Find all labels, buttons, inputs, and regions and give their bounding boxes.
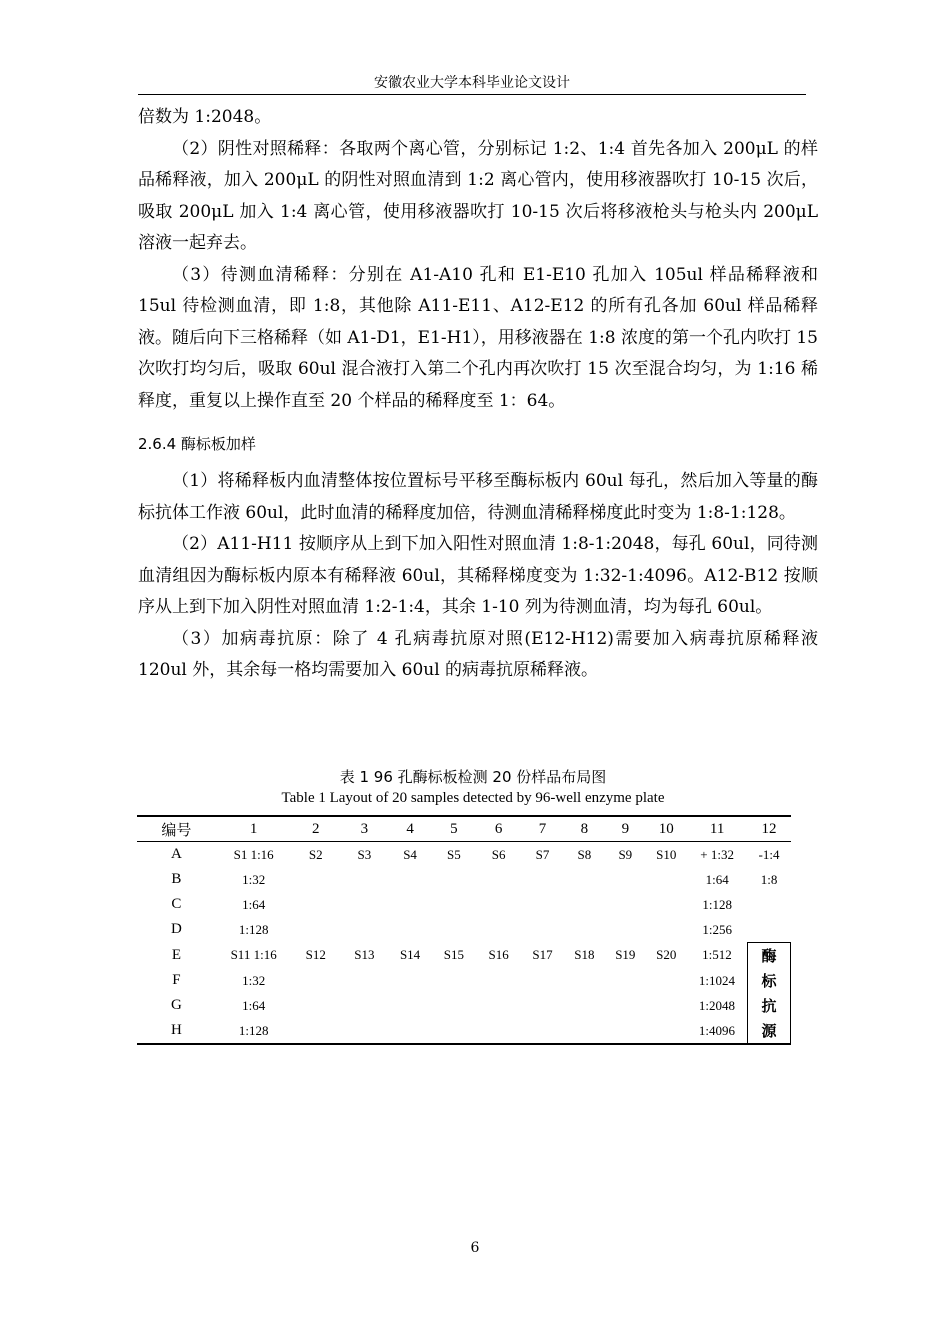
body-block-2	[138, 466, 818, 687]
table-cell: 1:64	[242, 896, 266, 912]
table-cell	[432, 917, 477, 943]
table-cell: 源	[748, 1018, 791, 1044]
table-cell	[291, 917, 340, 943]
table-cell: 1:8	[760, 871, 778, 887]
plate-layout-table	[137, 815, 791, 1045]
table-cell	[476, 867, 521, 892]
table-cell: -1:4	[758, 846, 780, 862]
table-cell	[564, 993, 605, 1018]
table-cell	[521, 1018, 564, 1044]
table-cell: 1:128	[216, 1018, 292, 1044]
row-label-cell: D	[170, 921, 182, 938]
table-cell	[432, 968, 477, 993]
table-cell	[340, 917, 389, 943]
table-cell	[476, 917, 521, 943]
paragraph-continuation: 倍数为 1:2048。	[138, 107, 272, 127]
table-cell: 1:64	[242, 997, 266, 1013]
table-cell	[291, 867, 340, 892]
table-cell: 1:256	[702, 921, 732, 937]
table-body	[137, 842, 791, 1045]
table-cell	[432, 892, 477, 917]
header-cell: 4	[389, 816, 432, 842]
header-cell: 8	[564, 816, 605, 842]
table-cell: 1:4096	[687, 1018, 748, 1044]
table-cell	[389, 1018, 432, 1044]
table-cell	[291, 993, 340, 1018]
table-cell	[521, 917, 564, 943]
table-cell	[291, 1018, 340, 1044]
header-cell: 7	[521, 816, 564, 842]
table-cell: 标	[748, 968, 791, 993]
table-cell: S5	[447, 846, 461, 862]
table-cell: 1:32	[242, 871, 266, 887]
table-cell: S6	[491, 846, 506, 862]
table-cell: S4	[403, 846, 417, 862]
header-cell: 编号	[137, 816, 216, 842]
table-cell	[646, 968, 687, 993]
table-cell	[605, 892, 646, 917]
table-cell	[389, 867, 432, 892]
table-cell: S11 1:16	[230, 947, 277, 963]
header-cell: 10	[646, 816, 687, 842]
table-cell	[340, 1018, 389, 1044]
table-cell: S20	[656, 947, 677, 963]
header-rule	[138, 94, 806, 95]
table-cell: S15	[443, 947, 464, 963]
paragraph-test-serum: （3）待测血清稀释：分别在 A1-A10 孔和 E1-E10 孔加入 105ul 样品稀释液和 15ul 待检测血清，即 1:8，其他除 A11-E11、A12-E12 的所有孔各加 60ul 样品稀释液。随后向下三格稀释（如 A1-D1，E1-H1），用移液器在 1:8 浓度的第一个孔内吹打 15 次吹打均匀后，吸取 60ul 混合液打入第二个孔内再次吹打 15 次至混合均匀，为 1:16 稀释度，重复以上操作直至 20 个样品的稀释度至 1：64。	[138, 264, 818, 411]
table-cell	[432, 867, 477, 892]
page-number: 6	[470, 1240, 480, 1256]
table-cell: + 1:32	[700, 846, 734, 862]
table-cell	[521, 993, 564, 1018]
table-cell	[605, 993, 646, 1018]
table-cell	[564, 892, 605, 917]
table-cell	[291, 968, 340, 993]
table-cell	[564, 867, 605, 892]
table-cell: S9	[618, 846, 633, 862]
table-cell: S13	[354, 947, 375, 963]
table-cell: 1:32	[242, 972, 266, 988]
row-label-cell: G	[170, 997, 182, 1013]
table-cell	[432, 1018, 477, 1044]
table-cell	[340, 892, 389, 917]
table-cell: S8	[577, 846, 592, 862]
table-row	[137, 842, 791, 868]
row-label-cell: E	[171, 946, 181, 963]
table-cell: 1:512	[702, 947, 732, 963]
table-cell	[646, 892, 687, 917]
table-cell: S1 1:16	[233, 846, 274, 862]
table-cell: S10	[656, 846, 677, 862]
table-cell: 酶	[748, 943, 791, 969]
table-caption-en: Table 1 Layout of 20 samples detected by 96-well enzyme plate	[281, 790, 665, 806]
table-cell: S14	[399, 947, 421, 963]
header-cell: 11	[687, 816, 748, 842]
table-cell	[564, 1018, 605, 1044]
table-cell	[646, 993, 687, 1018]
table-cell	[340, 968, 389, 993]
table-cell	[476, 993, 521, 1018]
table-cell: S7	[535, 846, 550, 862]
table-cell	[605, 867, 646, 892]
table-cell	[605, 1018, 646, 1044]
table-cell	[432, 993, 477, 1018]
table-cell	[646, 1018, 687, 1044]
table-cell: 1:128	[702, 896, 732, 912]
body-block-1	[138, 102, 818, 417]
table-cell: 1:1024	[698, 972, 735, 988]
header-cell: 6	[476, 816, 521, 842]
table-cell	[476, 1018, 521, 1044]
table-cell: S12	[305, 947, 326, 963]
table-cell	[605, 968, 646, 993]
paragraph-antigen: （3）加病毒抗原：除了 4 孔病毒抗原对照(E12-H12)需要加入病毒抗原稀释液 120ul 外，其余每一格均需要加入 60ul 的病毒抗原稀释液。	[138, 628, 818, 680]
table-cell	[389, 993, 432, 1018]
header-cell: 9	[605, 816, 646, 842]
header-cell: 2	[291, 816, 340, 842]
table-cell: S16	[488, 947, 509, 963]
table-row	[137, 917, 791, 943]
table-cell: 1:2048	[698, 997, 735, 1013]
table-cell	[389, 968, 432, 993]
table-cell: S18	[574, 947, 595, 963]
table-cell	[291, 892, 340, 917]
table-cell: S19	[615, 947, 636, 963]
running-header: 安徽农业大学本科毕业论文设计	[374, 75, 570, 91]
table-cell	[389, 892, 432, 917]
paragraph-negative-control: （2）阴性对照稀释：各取两个离心管，分别标记 1:2、1:4 首先各加入 200μL 的样品稀释液，加入 200μL 的阴性对照血清到 1:2 离心管内，使用移液器吹打 10-15 次后，吸取 200μL 加入 1:4 离心管，使用移液器吹打 10-15 次后将移液枪头与枪头内 200μL 溶液一起弃去。	[138, 138, 818, 253]
table-row	[137, 867, 791, 892]
table-row	[137, 993, 791, 1018]
table-cell	[605, 917, 646, 943]
row-label-cell: B	[171, 871, 182, 887]
table-cell	[340, 867, 389, 892]
table-cell	[646, 917, 687, 943]
table-cell: S17	[532, 947, 553, 963]
table-cell: S3	[357, 846, 372, 862]
table-cell	[646, 867, 687, 892]
table-cell: 1:64	[705, 871, 729, 887]
header-cell: 1	[216, 816, 292, 842]
header-cell: 3	[340, 816, 389, 842]
paragraph-transfer: （1）将稀释板内血清整体按位置标号平移至酶标板内 60ul 每孔，然后加入等量的酶标抗体工作液 60ul，此时血清的稀释度加倍，待测血清稀释梯度此时变为 1:8-1:128。	[138, 471, 818, 523]
table-cell	[476, 892, 521, 917]
paragraph-positive-control: （2）A11-H11 按顺序从上到下加入阳性对照血清 1:8-1:2048，每孔 60ul，同待测血清组因为酶标板内原本有稀释液 60ul，其稀释梯度变为 1:32-1:4096。A12-B12 按顺序从上到下加入阴性对照血清 1:2-1:4，其余 1-10 列为待测血清，均为每孔 60ul。	[138, 534, 818, 617]
table-row	[137, 968, 791, 993]
table-cell	[748, 892, 791, 917]
table-cell	[564, 917, 605, 943]
table-row	[137, 943, 791, 969]
row-label-cell: H	[137, 1018, 216, 1044]
header-cell: 12	[748, 816, 791, 842]
table-cell	[521, 892, 564, 917]
header-cell: 5	[432, 816, 477, 842]
table-cell	[521, 867, 564, 892]
table-caption-zh: 表 1 96 孔酶标板检测 20 份样品布局图	[339, 768, 607, 786]
table-row	[137, 1018, 791, 1044]
table-cell: 抗	[748, 993, 791, 1018]
table-cell	[476, 968, 521, 993]
table-cell	[564, 968, 605, 993]
table-header-row	[137, 816, 791, 842]
row-label-cell: C	[171, 896, 182, 912]
table-cell: S2	[308, 846, 323, 862]
table-cell	[521, 968, 564, 993]
section-heading: 2.6.4 酶标板加样	[138, 435, 256, 453]
table-cell	[389, 917, 432, 943]
table-row	[137, 892, 791, 917]
row-label-cell: A	[170, 846, 182, 862]
table-cell	[748, 917, 791, 943]
row-label-cell: F	[172, 972, 181, 988]
table-cell: 1:128	[238, 921, 269, 937]
table-cell	[340, 993, 389, 1018]
